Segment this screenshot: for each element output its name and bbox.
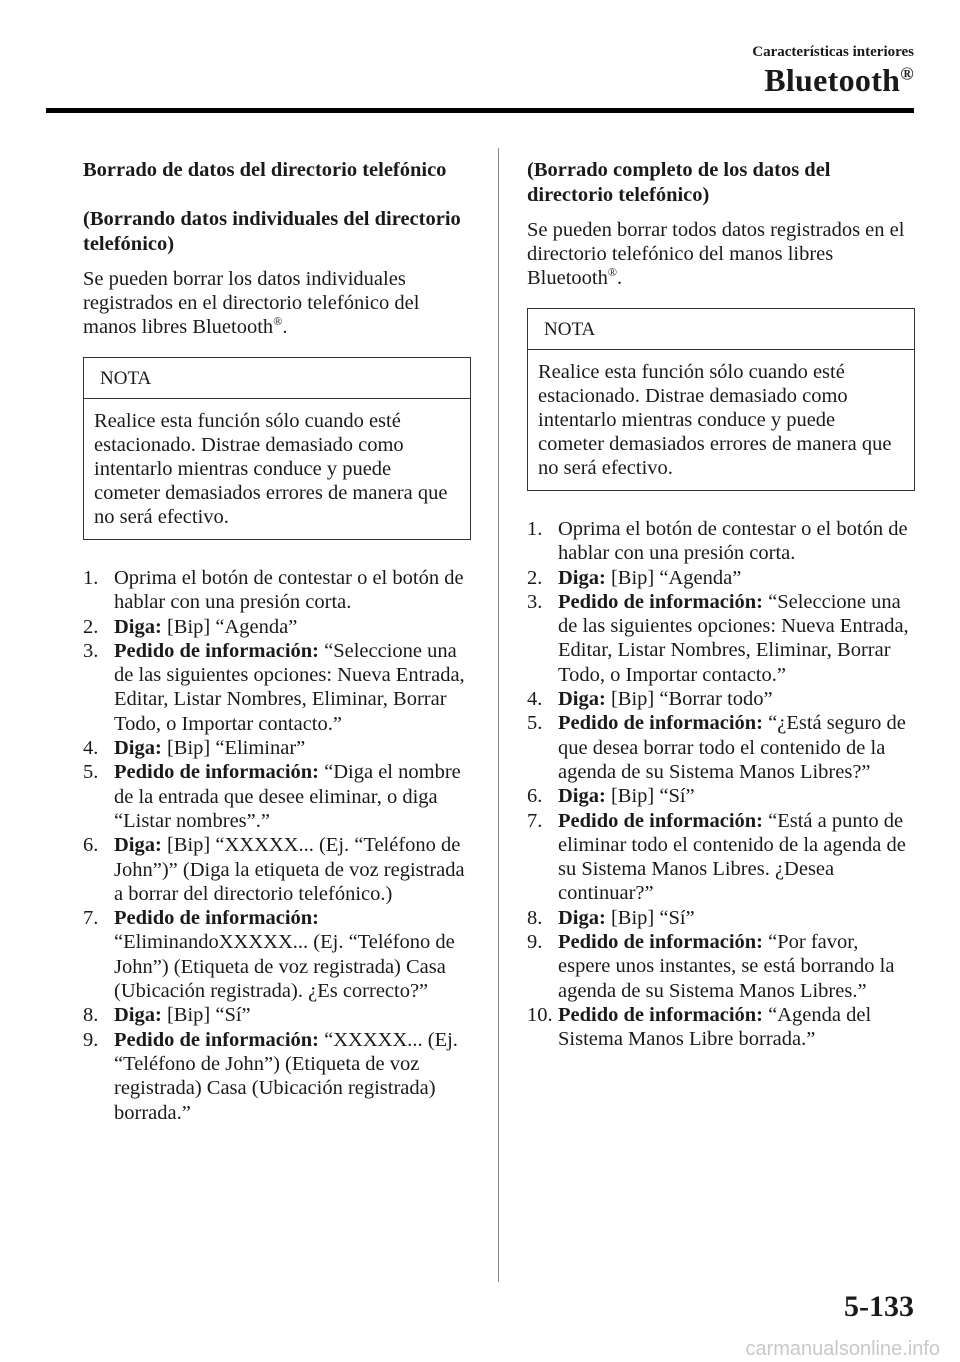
section-heading: Borrado de datos del directorio telefónico [83, 159, 447, 181]
note-title: NOTA [84, 358, 470, 399]
step-label: Diga: [558, 785, 606, 808]
step-item [83, 1028, 471, 1125]
step-item [527, 1003, 915, 1052]
step-label: Diga: [558, 906, 606, 929]
step-text: [Bip] “Borrar todo” [605, 688, 773, 711]
header-rule [46, 108, 914, 113]
subsection-heading-individual: (Borrando datos individuales del directorio telefónico) [83, 208, 461, 255]
step-number: 9. [527, 931, 543, 954]
step-text: “Agenda del Sistema Manos Libre borrada.” [558, 1003, 872, 1051]
step-item [527, 906, 915, 930]
step-item [527, 930, 915, 1003]
step-text: [Bip] “Sí” [605, 785, 695, 808]
step-text: [Bip] “Agenda” [605, 566, 742, 589]
step-label: Pedido de información: [558, 809, 763, 832]
step-number: 8. [527, 906, 543, 929]
step-label: Diga: [558, 688, 606, 711]
step-text: Oprima el botón de contestar o el botón de hablar con una presión corta. [114, 567, 464, 614]
watermark: carmanualsonline.info [745, 1338, 940, 1360]
note-box [527, 308, 915, 491]
step-number: 5. [527, 712, 543, 735]
steps-list [527, 517, 915, 1052]
note-body: Realice esta función sólo cuando esté estacionado. Distrae demasiado como intentarlo mientras conduce y puede cometer demasiados errores de manera que no será efectivo. [94, 410, 448, 528]
step-item [83, 760, 471, 833]
step-number: 4. [527, 688, 543, 711]
left-column [83, 158, 471, 1125]
step-text: Oprima el botón de contestar o el botón de hablar con una presión corta. [558, 518, 908, 565]
step-text: [Bip] “Sí” [605, 906, 695, 929]
step-label: Pedido de información: [114, 761, 319, 784]
step-text: “Está a punto de eliminar todo el contenido de la agenda de su Sistema Manos Libres. ¿Desea continuar?” [558, 809, 906, 905]
step-text: “¿Está seguro de que desea borrar todo el contenido de la agenda de su Sistema Manos Libres?” [558, 712, 906, 783]
step-item [83, 1003, 471, 1027]
column-divider [498, 148, 499, 1282]
step-label: Pedido de información: [114, 1028, 319, 1051]
step-number: 1. [83, 567, 99, 589]
step-text: [Bip] “XXXXX... (Ej. “Teléfono de John”)” (Diga la etiqueta de voz registrada a borrar del directorio telefónico.) [114, 834, 465, 905]
step-number: 7. [83, 907, 99, 930]
step-text: [Bip] “Sí” [161, 1004, 251, 1027]
step-text: “EliminandoXXXXX... (Ej. “Teléfono de John”) (Etiqueta de voz registrada) Casa (Ubicación registrada). ¿Es correcto?” [114, 931, 455, 1003]
step-item [83, 615, 471, 639]
step-text: “Por favor, espere unos instantes, se está borrando la agenda de su Sistema Manos Libres.” [558, 931, 895, 1002]
step-label: Diga: [114, 737, 162, 760]
step-number: 5. [83, 761, 99, 784]
step-label: Diga: [114, 615, 162, 638]
note-title: NOTA [528, 309, 914, 350]
step-text: “XXXXX... (Ej. “Teléfono de John”) (Etiqueta de voz registrada) Casa (Ubicación registrada) borrada.” [114, 1028, 458, 1124]
step-item [83, 906, 471, 1003]
step-item [527, 590, 915, 687]
note-box [83, 357, 471, 540]
step-label: Pedido de información: [558, 931, 763, 954]
intro-paragraph: Se pueden borrar todos datos registrados en el directorio telefónico del manos libres Bluetooth®. [527, 219, 905, 289]
step-text: “Seleccione una de las siguientes opciones: Nueva Entrada, Editar, Listar Nombres, Eliminar, Borrar Todo, o Importar contacto.” [558, 590, 909, 686]
step-number: 3. [83, 639, 99, 662]
step-label: Pedido de información: [114, 639, 319, 662]
step-number: 1. [527, 518, 543, 540]
step-number: 10. [527, 1003, 553, 1026]
step-item [527, 566, 915, 590]
step-item [527, 517, 915, 566]
section-label: Características interiores [752, 44, 914, 60]
step-item [527, 687, 915, 711]
step-label: Pedido de información: [558, 590, 763, 613]
intro-paragraph: Se pueden borrar los datos individuales registrados en el directorio telefónico del manos libres Bluetooth®. [83, 268, 420, 338]
step-number: 9. [83, 1028, 99, 1051]
step-text: “Diga el nombre de la entrada que desee eliminar, o diga “Listar nombres”.” [114, 761, 461, 832]
step-label: Diga: [114, 834, 162, 857]
steps-list [83, 566, 471, 1125]
step-item [83, 833, 471, 906]
page-number: 5-133 [844, 1290, 914, 1323]
step-number: 6. [83, 834, 99, 857]
step-text: [Bip] “Eliminar” [161, 737, 306, 760]
step-label: Diga: [114, 1004, 162, 1027]
step-label: Diga: [558, 566, 606, 589]
step-text: “Seleccione una de las siguientes opciones: Nueva Entrada, Editar, Listar Nombres, Eliminar, Borrar Todo, o Importar contacto.” [114, 639, 465, 735]
page-title: Bluetooth® [764, 62, 914, 98]
step-item [527, 809, 915, 906]
step-text: [Bip] “Agenda” [161, 615, 298, 638]
step-number: 6. [527, 785, 543, 808]
step-number: 4. [83, 737, 99, 760]
right-column [527, 158, 915, 1052]
note-body: Realice esta función sólo cuando esté estacionado. Distrae demasiado como intentarlo mientras conduce y puede cometer demasiados errores de manera que no será efectivo. [538, 361, 892, 479]
step-item [83, 736, 471, 760]
step-number: 2. [83, 615, 99, 638]
step-number: 8. [83, 1004, 99, 1027]
step-label: Pedido de información: [114, 907, 319, 930]
step-number: 7. [527, 809, 543, 832]
subsection-heading-complete: (Borrado completo de los datos del directorio telefónico) [527, 159, 831, 206]
step-item [83, 639, 471, 736]
step-label: Pedido de información: [558, 712, 763, 735]
step-item [527, 711, 915, 784]
step-item [527, 784, 915, 808]
step-number: 2. [527, 566, 543, 589]
step-number: 3. [527, 590, 543, 613]
step-label: Pedido de información: [558, 1003, 763, 1026]
step-item [83, 566, 471, 615]
